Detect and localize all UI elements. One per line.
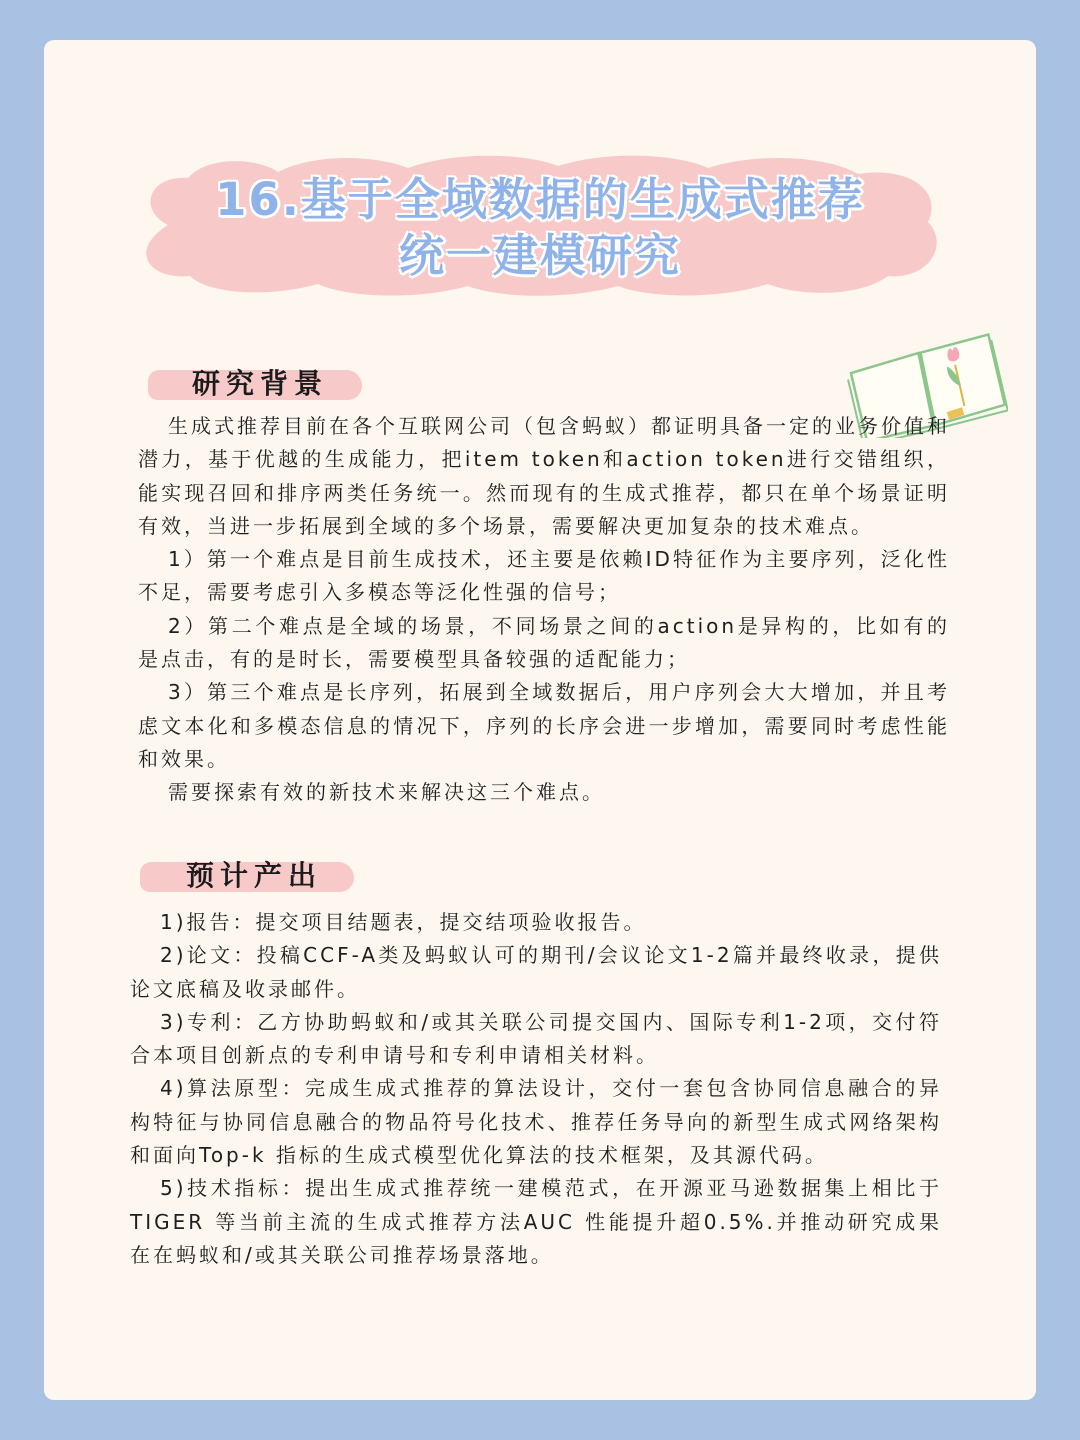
paragraph: 需要探索有效的新技术来解决这三个难点。 <box>168 780 605 805</box>
paragraph: 3）第三个难点是长序列，拓展到全域数据后，用户序列会大大增加，并且考虑文本化和多模态信息的情况下，序列的长序会进一步增加，需要同时考虑性能和效果。 <box>138 680 950 771</box>
section-heading-label: 预计产出 <box>186 859 323 892</box>
background-text <box>138 410 950 810</box>
page-title <box>128 172 952 284</box>
paragraph: 3)专利：乙方协助蚂蚁和/或其关联公司提交国内、国际专利1-2项，交付符合本项目创新点的专利申请号和专利申请相关材料。 <box>130 1009 942 1068</box>
section-heading-label: 研究背景 <box>192 367 329 400</box>
title-line-1: 16.基于全域数据的生成式推荐 <box>215 173 865 226</box>
section-heading-background <box>148 366 362 402</box>
paragraph: 2）第二个难点是全域的场景，不同场景之间的action是异构的，比如有的是点击，有的是时长，需要模型具备较强的适配能力； <box>138 613 950 672</box>
outputs-text <box>130 906 942 1272</box>
title-banner <box>128 150 952 300</box>
section-heading-outputs <box>140 858 354 894</box>
paragraph: 1)报告：提交项目结题表，提交结项验收报告。 <box>160 910 647 934</box>
paragraph: 2)论文：投稿CCF-A类及蚂蚁认可的期刊/会议论文1-2篇并最终收录，提供论文底稿及收录邮件。 <box>130 943 942 1001</box>
title-line-2: 统一建模研究 <box>398 229 681 282</box>
paragraph: 4)算法原型：完成生成式推荐的算法设计，交付一套包含协同信息融合的异构特征与协同信息融合的物品符号化技术、推荐任务导向的新型生成式网络架构和面向Top-k 指标的生成式模型优化算法的技术框架，及其源代码。 <box>130 1076 942 1168</box>
paragraph: 生成式推荐目前在各个互联网公司（包含蚂蚁）都证明具备一定的业务价值和潜力，基于优越的生成能力，把item token和action token进行交错组织，能实现召回和排序两类任务统一。然而现有的生成式推荐，都只在单个场景证明有效，当进一步拓展到全域的多个场景，需要解决更加复杂的技术难点。 <box>138 414 950 538</box>
paragraph: 1）第一个难点是目前生成技术，还主要是依赖ID特征作为主要序列，泛化性不足，需要考虑引入多模态等泛化性强的信号； <box>138 547 950 605</box>
paragraph: 5)技术指标：提出生成式推荐统一建模范式，在开源亚马逊数据集上相比于TIGER 等当前主流的生成式推荐方法AUC 性能提升超0.5%.并推动研究成果在在蚂蚁和/或其关联公司推荐场景落地。 <box>130 1176 942 1267</box>
